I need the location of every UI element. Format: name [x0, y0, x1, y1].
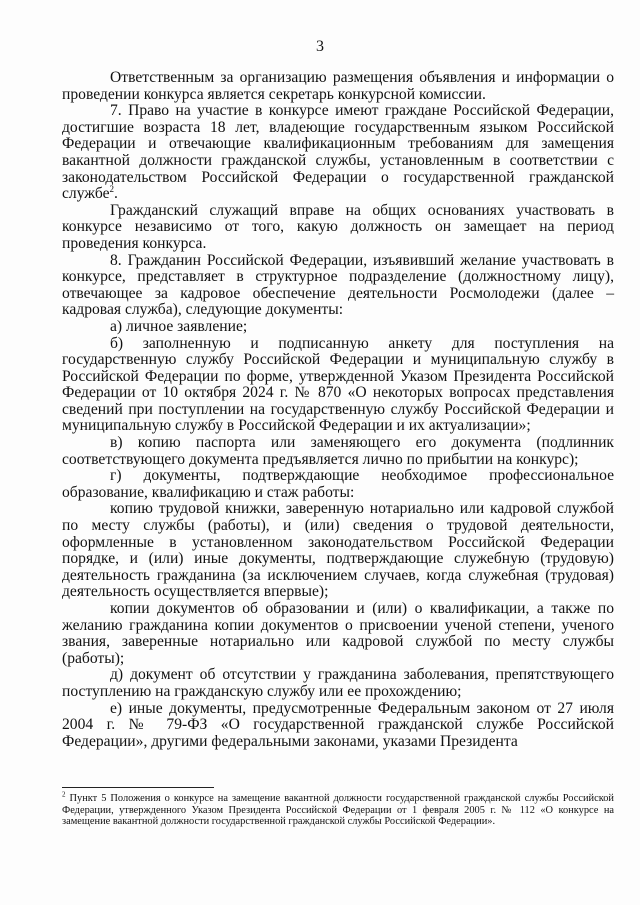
- footnote-reference: 2: [109, 183, 115, 194]
- footnote-paragraph: [62, 790, 614, 828]
- paragraph-civil-servant: Гражданский служащий вправе на общих основаниях участвовать в конкурсе независимо от того, какую должность он замещает на период проведения конкурса.: [62, 201, 614, 252]
- page-number: 3: [316, 38, 324, 55]
- footnote-divider: [62, 787, 214, 788]
- paragraph-7-end: .: [114, 185, 118, 203]
- document-body: [62, 70, 614, 750]
- paragraph-secretary: Ответственным за организацию размещения объявления и информации о проведении конкурса является секретарь конкурсной комиссии.: [62, 69, 614, 103]
- footnote: [62, 790, 614, 828]
- paragraph-7-text: 7. Право на участие в конкурсе имеют граждане Российской Федерации, достигшие возраста 18 лет, владеющие государственным языком Российской Федерации и отвечающие квалификационным требованиям для замещения вакантной должности гражданской службы, установленным в соответствии с законодательством Российской Федерации о государственной гражданской службе: [62, 102, 614, 203]
- list-item-g: г) документы, подтверждающие необходимое профессиональное образование, квалификацию и стаж работы:: [62, 467, 614, 501]
- list-item-d: д) документ об отсутствии у гражданина заболевания, препятствующего поступлению на гражданскую службу или ее прохождению;: [62, 666, 614, 700]
- list-item-b: б) заполненную и подписанную анкету для поступления на государственную службу Российской Федерации и муниципальную службу в Российской Федерации по форме, утвержденной Указом Президента Российской Федерации от 10 октября 2024 г. № 870 «О некоторых вопросах представления сведений при поступлении на государственную службу Российской Федерации и муниципальную службу в Российской Федерации и их актуализации»;: [62, 334, 614, 435]
- list-item-e: е) иные документы, предусмотренные Федеральным законом от 27 июля 2004 г. № 79-ФЗ «О государственной гражданской службе Российской Федерации», другими федеральными законами, указами Президента: [62, 699, 614, 750]
- paragraph-8-documents: 8. Гражданин Российской Федерации, изъявивший желание участвовать в конкурсе, представляет в структурное подразделение (должностному лицу), отвечающее за кадровое обеспечение деятельности Росмолодежи (далее – кадровая служба), следующие документы:: [62, 251, 614, 319]
- list-subitem-education: копии документов об образовании и (или) о квалификации, а также по желанию гражданина копии документов о присвоении ученой степени, ученого звания, заверенные нотариально или кадровой службой по месту службы (работы);: [62, 600, 614, 667]
- footnote-marker: 2: [62, 790, 66, 799]
- list-item-v: в) копию паспорта или заменяющего его документа (подлинник соответствующего документа предъявляется лично по прибытии на конкурс);: [62, 434, 614, 468]
- paragraph-7-right-to-participate: [62, 103, 614, 203]
- footnote-text: Пункт 5 Положения о конкурсе на замещение вакантной должности государственной гражданской службы Российской Федерации, утвержденного Указом Президента Российской Федерации от 1 февраля 2005 г. № 112 «О конкурсе на замещение вакантной должности государственной гражданской службы Российской Федерации».: [62, 793, 614, 828]
- list-item-a: а) личное заявление;: [110, 317, 248, 335]
- list-subitem-labor-record: копию трудовой книжки, заверенную нотариально или кадровой службой по месту службы (работы), и (или) сведения о трудовой деятельности, оформленные в установленном законодательством Российской Федерации порядке, и (или) иные документы, подтверждающие служебную (трудовую) деятельность гражданина (за исключением случаев, когда служебная (трудовая) деятельность осуществляется впервые);: [62, 500, 614, 601]
